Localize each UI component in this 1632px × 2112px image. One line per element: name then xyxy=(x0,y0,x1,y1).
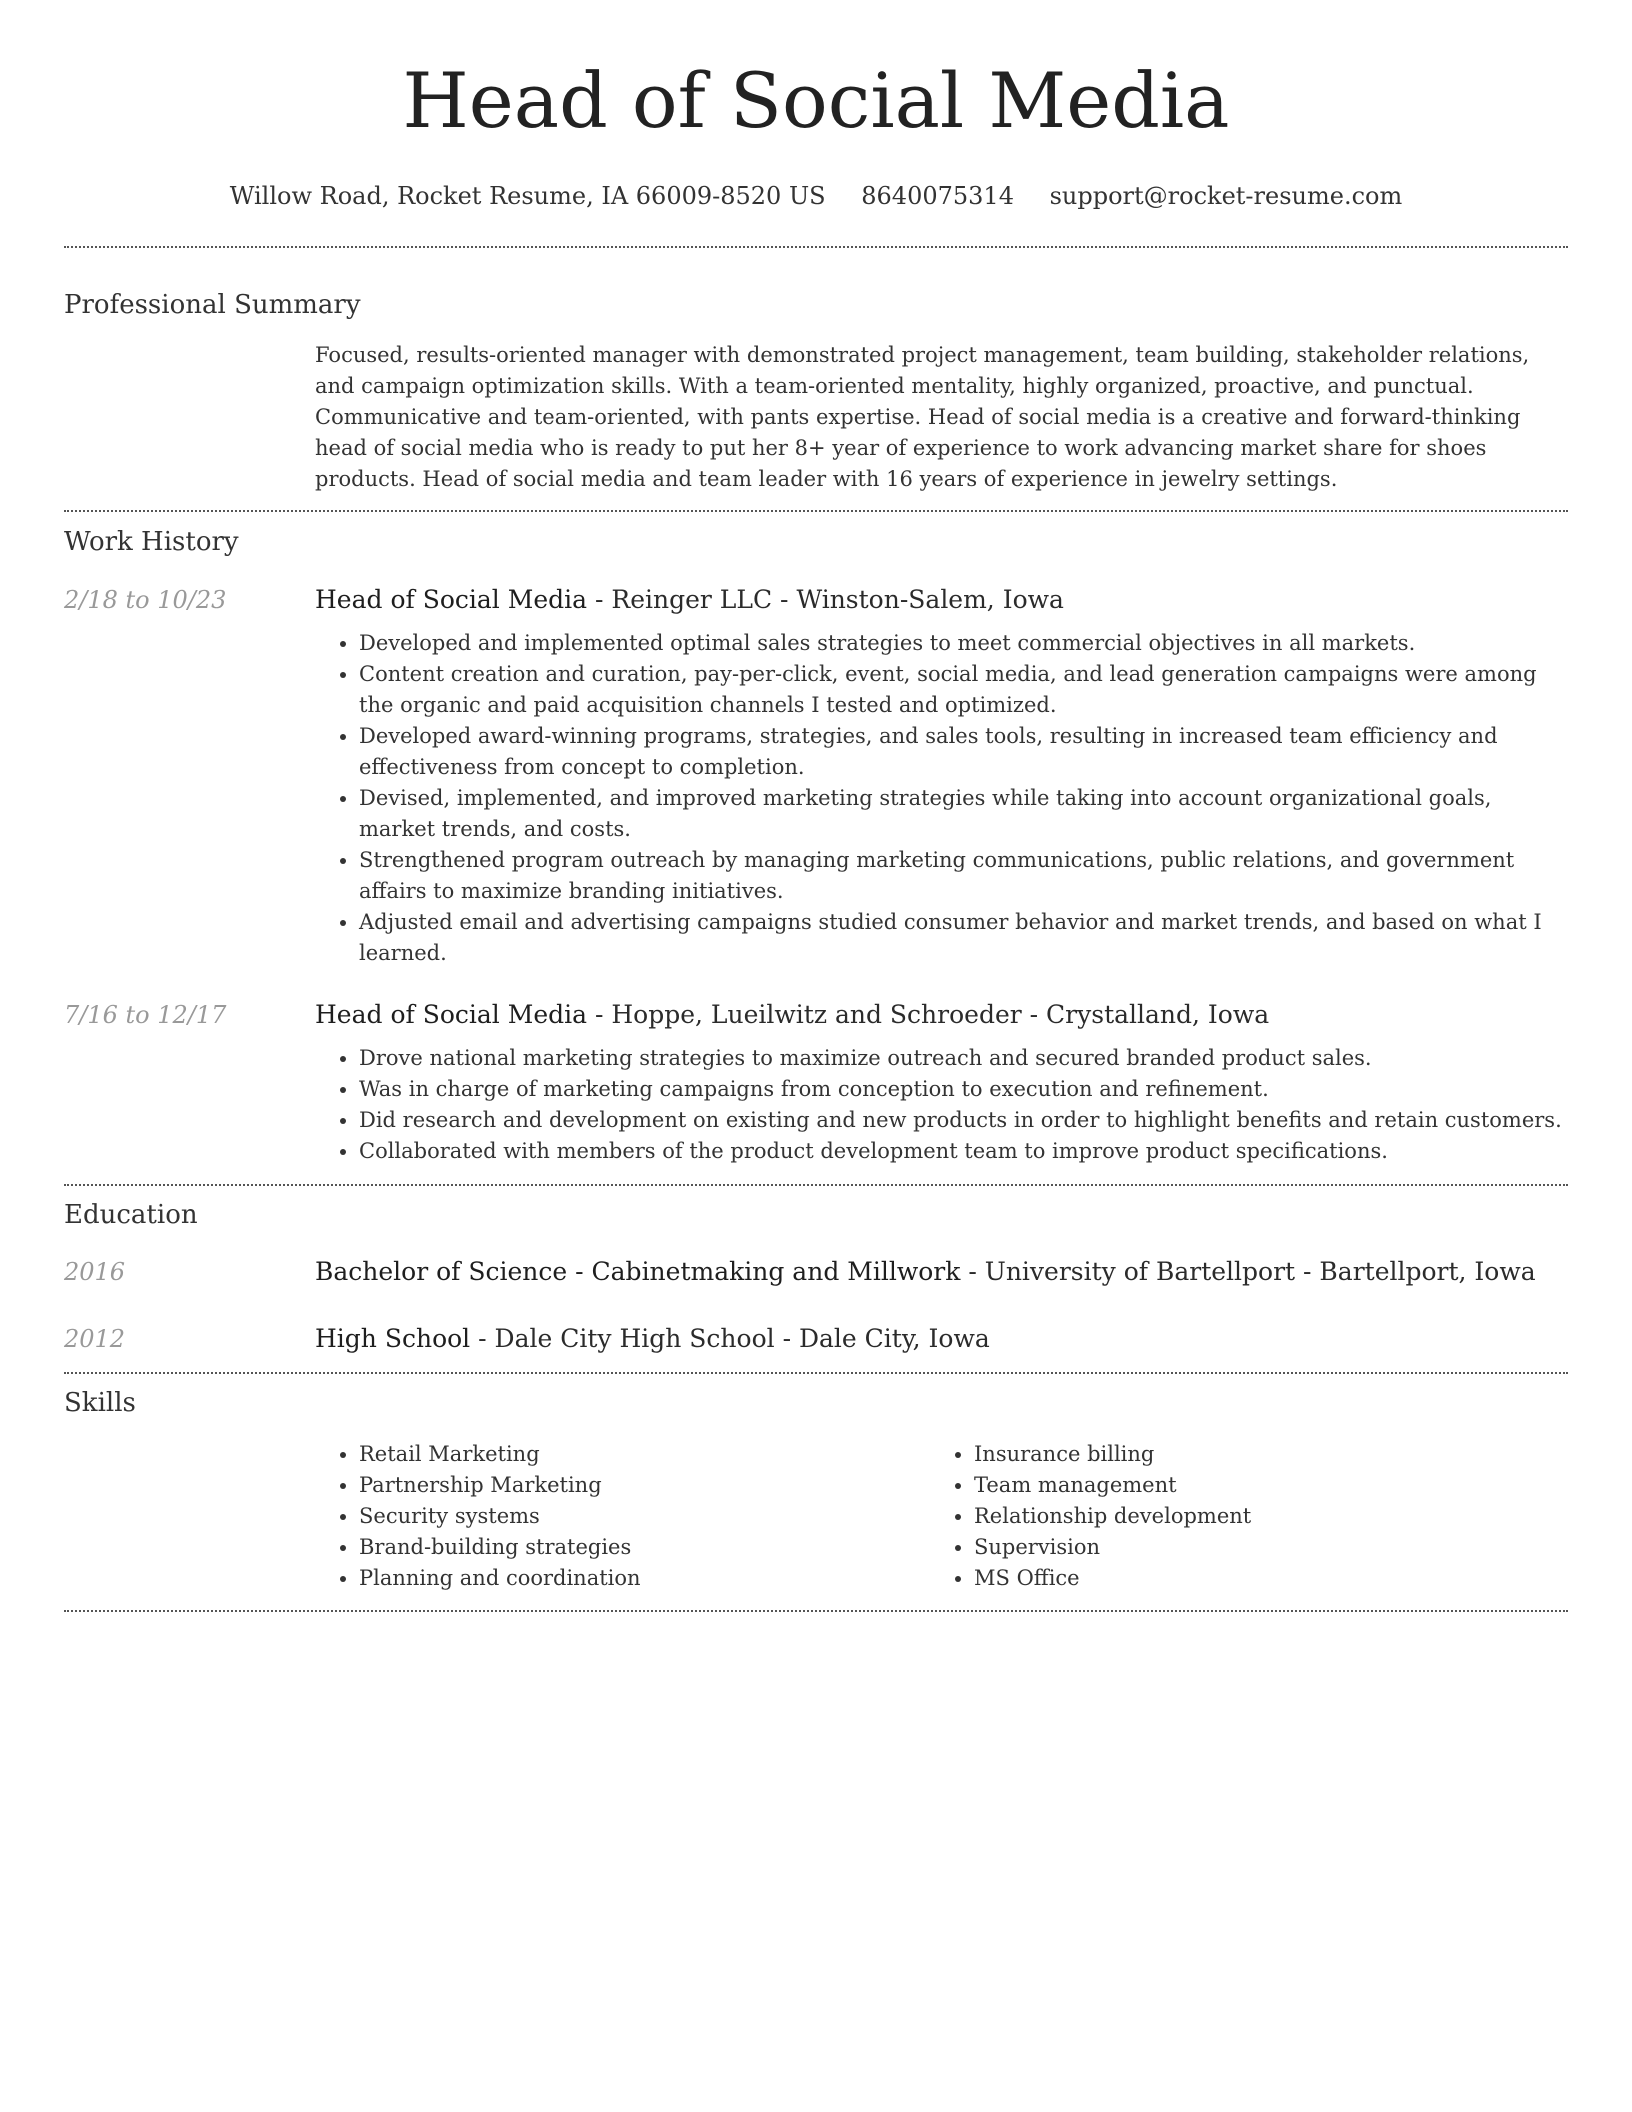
education-entry xyxy=(64,1323,1568,1355)
education-details: - University of Bartellport - Bartellport, Iowa xyxy=(960,1257,1536,1286)
job-title xyxy=(315,999,1568,1031)
list-item: • Strengthened program outreach by managing marketing communications, public relations, and government affairs to maximize branding initiatives. xyxy=(359,845,1568,907)
job-entry xyxy=(64,584,1568,969)
job-bullets xyxy=(315,628,1568,969)
resume-page xyxy=(64,0,1568,1612)
list-item: • Devised, implemented, and improved marketing strategies while taking into account organizational goals, market trends, and costs. xyxy=(359,783,1568,845)
skill-item: • Planning and coordination xyxy=(359,1563,930,1594)
skill-item: • Partnership Marketing xyxy=(359,1470,930,1501)
work-section xyxy=(64,512,1568,1167)
education-entry xyxy=(64,1256,1568,1288)
list-item: • Content creation and curation, pay-per-click, event, social media, and lead generation campaigns were among the organic and paid acquisition channels I tested and optimized. xyxy=(359,659,1568,721)
skill-item: • Brand-building strategies xyxy=(359,1532,930,1563)
education-details: - Dale City High School - Dale City, Iowa xyxy=(470,1324,990,1353)
list-item: • Was in charge of marketing campaigns from conception to execution and refinement. xyxy=(359,1074,1568,1105)
education-year: 2012 xyxy=(64,1325,126,1353)
education-degree: Bachelor of Science - Cabinetmaking and Millwork xyxy=(315,1257,961,1286)
resume-name: Head of Social Media xyxy=(402,56,1230,145)
job-details: - Reinger LLC - Winston-Salem, Iowa xyxy=(587,585,1064,614)
list-item: • Did research and development on existing and new products in order to highlight benefits and retain customers. xyxy=(359,1105,1568,1136)
skill-item: • Security systems xyxy=(359,1501,930,1532)
summary-text: Focused, results-oriented manager with demonstrated project management, team building, stakeholder relations, and campaign optimization skills. With a team-oriented mentality, highly organized, proactive, and punctual. Communicative and team-oriented, with pants expertise. Head of social media is a creative and forward-thinking head of social media who is ready to put her 8+ year of experience to work advancing market share for shoes products. Head of social media and team leader with 16 years of experience in jewelry settings. xyxy=(315,343,1530,491)
skills-section xyxy=(64,1374,1568,1594)
skill-item: • MS Office xyxy=(974,1563,1545,1594)
job-details: - Hoppe, Lueilwitz and Schroeder - Crystalland, Iowa xyxy=(587,1000,1270,1029)
skill-item: • Team management xyxy=(974,1470,1545,1501)
work-heading: Work History xyxy=(64,527,239,557)
contact-phone: 8640075314 xyxy=(861,182,1014,210)
contact-email: support@rocket-resume.com xyxy=(1049,182,1403,210)
skill-item: • Supervision xyxy=(974,1532,1545,1563)
list-item: • Adjusted email and advertising campaigns studied consumer behavior and market trends, and based on what I learned. xyxy=(359,907,1568,969)
list-item: • Collaborated with members of the product development team to improve product specifications. xyxy=(359,1136,1568,1167)
job-position: Head of Social Media xyxy=(315,585,588,614)
skill-item: • Insurance billing xyxy=(974,1439,1545,1470)
education-degree: High School xyxy=(315,1324,471,1353)
job-entry xyxy=(64,999,1568,1167)
skill-item: • Retail Marketing xyxy=(359,1439,930,1470)
skill-item: • Relationship development xyxy=(974,1501,1545,1532)
list-item: • Developed award-winning programs, strategies, and sales tools, resulting in increased team efficiency and effectiveness from concept to completion. xyxy=(359,721,1568,783)
education-heading: Education xyxy=(64,1200,198,1230)
job-dates: 2/18 to 10/23 xyxy=(64,586,227,614)
divider xyxy=(64,1610,1568,1612)
skills-column-right xyxy=(930,1439,1545,1594)
summary-section xyxy=(64,248,1568,495)
job-title xyxy=(315,584,1568,616)
job-position: Head of Social Media xyxy=(315,1000,588,1029)
list-item: • Drove national marketing strategies to maximize outreach and secured branded product sales. xyxy=(359,1043,1568,1074)
skills-heading: Skills xyxy=(64,1388,136,1418)
skills-column-left xyxy=(315,1439,930,1594)
education-year: 2016 xyxy=(64,1258,126,1286)
list-item: • Developed and implemented optimal sales strategies to meet commercial objectives in all markets. xyxy=(359,628,1568,659)
summary-heading: Professional Summary xyxy=(64,290,361,320)
contact-line xyxy=(64,180,1568,212)
job-bullets xyxy=(315,1043,1568,1167)
education-section xyxy=(64,1186,1568,1355)
contact-address: Willow Road, Rocket Resume, IA 66009-8520 US xyxy=(229,182,826,210)
job-dates: 7/16 to 12/17 xyxy=(64,1001,227,1029)
